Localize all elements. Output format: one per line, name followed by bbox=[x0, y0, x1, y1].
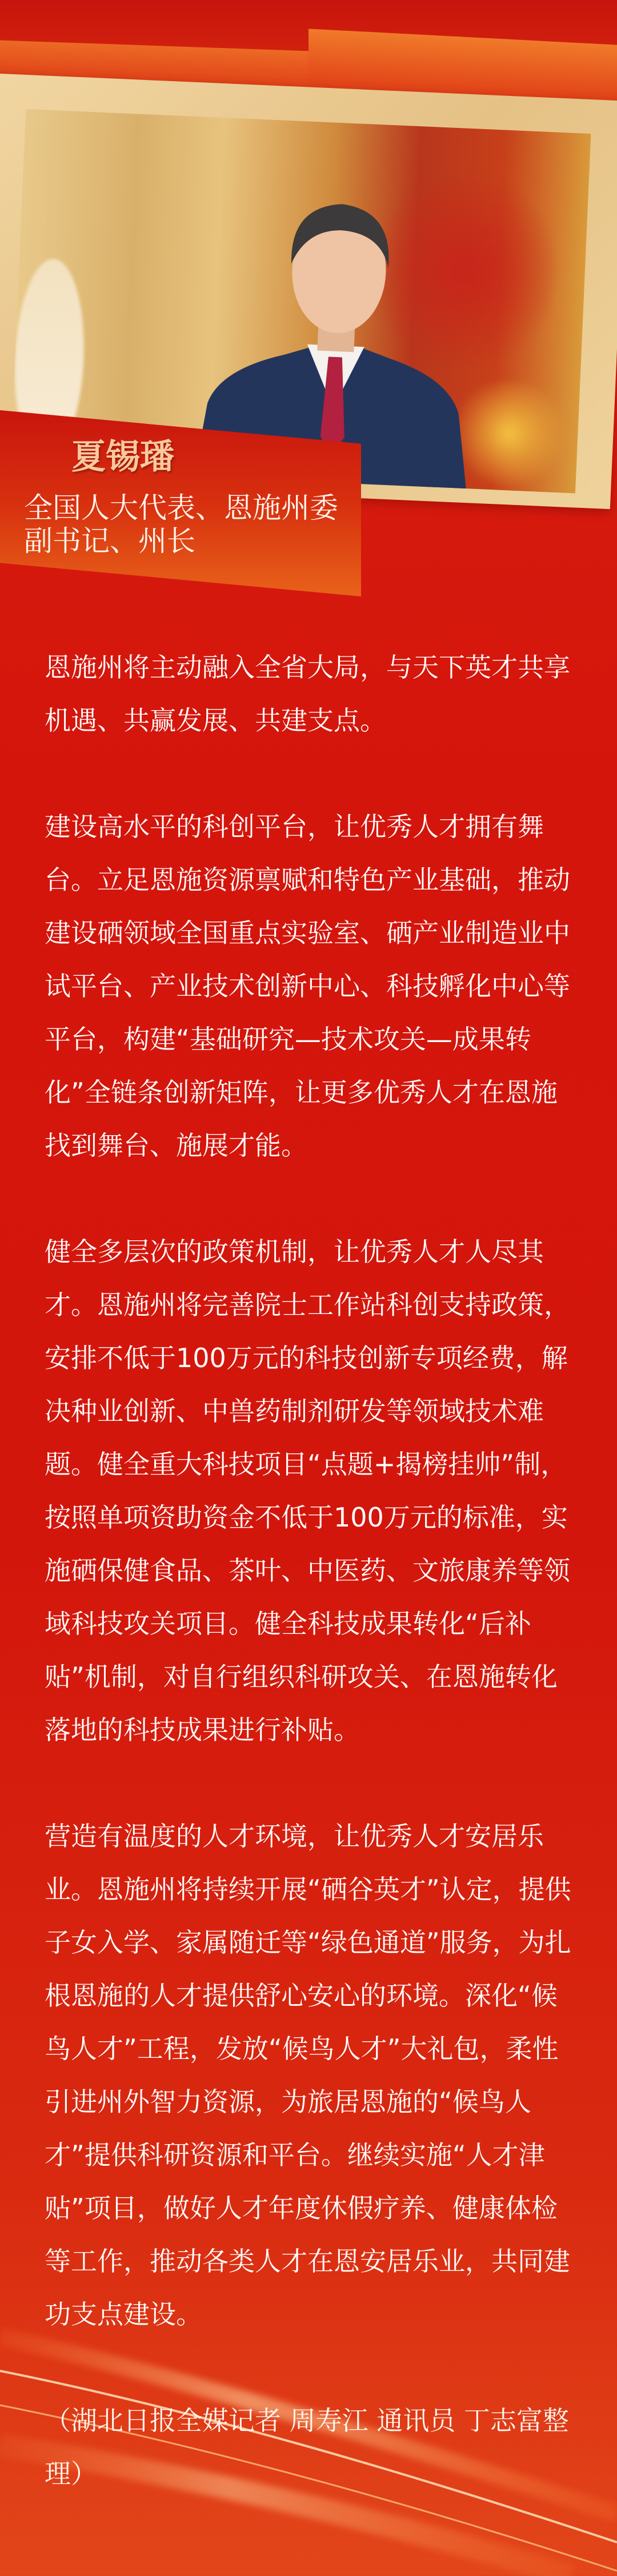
article-credit: （湖北日报全媒记者 周寿江 通讯员 丁志富整理） bbox=[45, 2405, 569, 2489]
article-body bbox=[45, 641, 574, 2554]
person-role: 全国人大代表、恩施州委副书记、州长 bbox=[24, 491, 338, 558]
paragraph-policy: 健全多层次的政策机制，让优秀人才人尽其才。恩施州将完善院士工作站科创支持政策，安排不低于100万元的科技创新专项经费，解决种业创新、中兽药制剂研发等领域技术难题。健全重大科技项目“点题+揭榜挂帅”制，按照单项资助资金不低于100万元的标准，实施硒保健食品、茶叶、中医药、文旅康养等领域科技攻关项目。健全科技成果转化“后补贴”机制，对自行组织科研攻关、在恩施转化落地的科技成果进行补贴。 bbox=[45, 1236, 570, 1745]
person-name: 夏锡璠 bbox=[71, 437, 174, 477]
paragraph-intro: 恩施州将主动融入全省大局，与天下英才共享机遇、共赢发展、共建支点。 bbox=[45, 652, 570, 736]
paragraph-platform: 建设高水平的科创平台，让优秀人才拥有舞台。立足恩施资源禀赋和特色产业基础，推动建设硒领域全国重点实验室、硒产业制造业中试平台、产业技术创新中心、科技孵化中心等平台，构建“基础研究—技术攻关—成果转化”全链条创新矩阵，让更多优秀人才在恩施找到舞台、施展才能。 bbox=[45, 811, 570, 1161]
paragraph-environment: 营造有温度的人才环境，让优秀人才安居乐业。恩施州将持续开展“硒谷英才”认定，提供子女入学、家属随迁等“绿色通道”服务，为扎根恩施的人才提供舒心安心的环境。深化“候鸟人才”工程，发放“候鸟人才”大礼包，柔性引进州外智力资源，为旅居恩施的“候鸟人才”提供科研资源和平台。继续实施“人才津贴”项目，做好人才年度休假疗养、健康体检等工作，推动各类人才在恩安居乐业，共同建功支点建设。 bbox=[45, 1821, 571, 2330]
